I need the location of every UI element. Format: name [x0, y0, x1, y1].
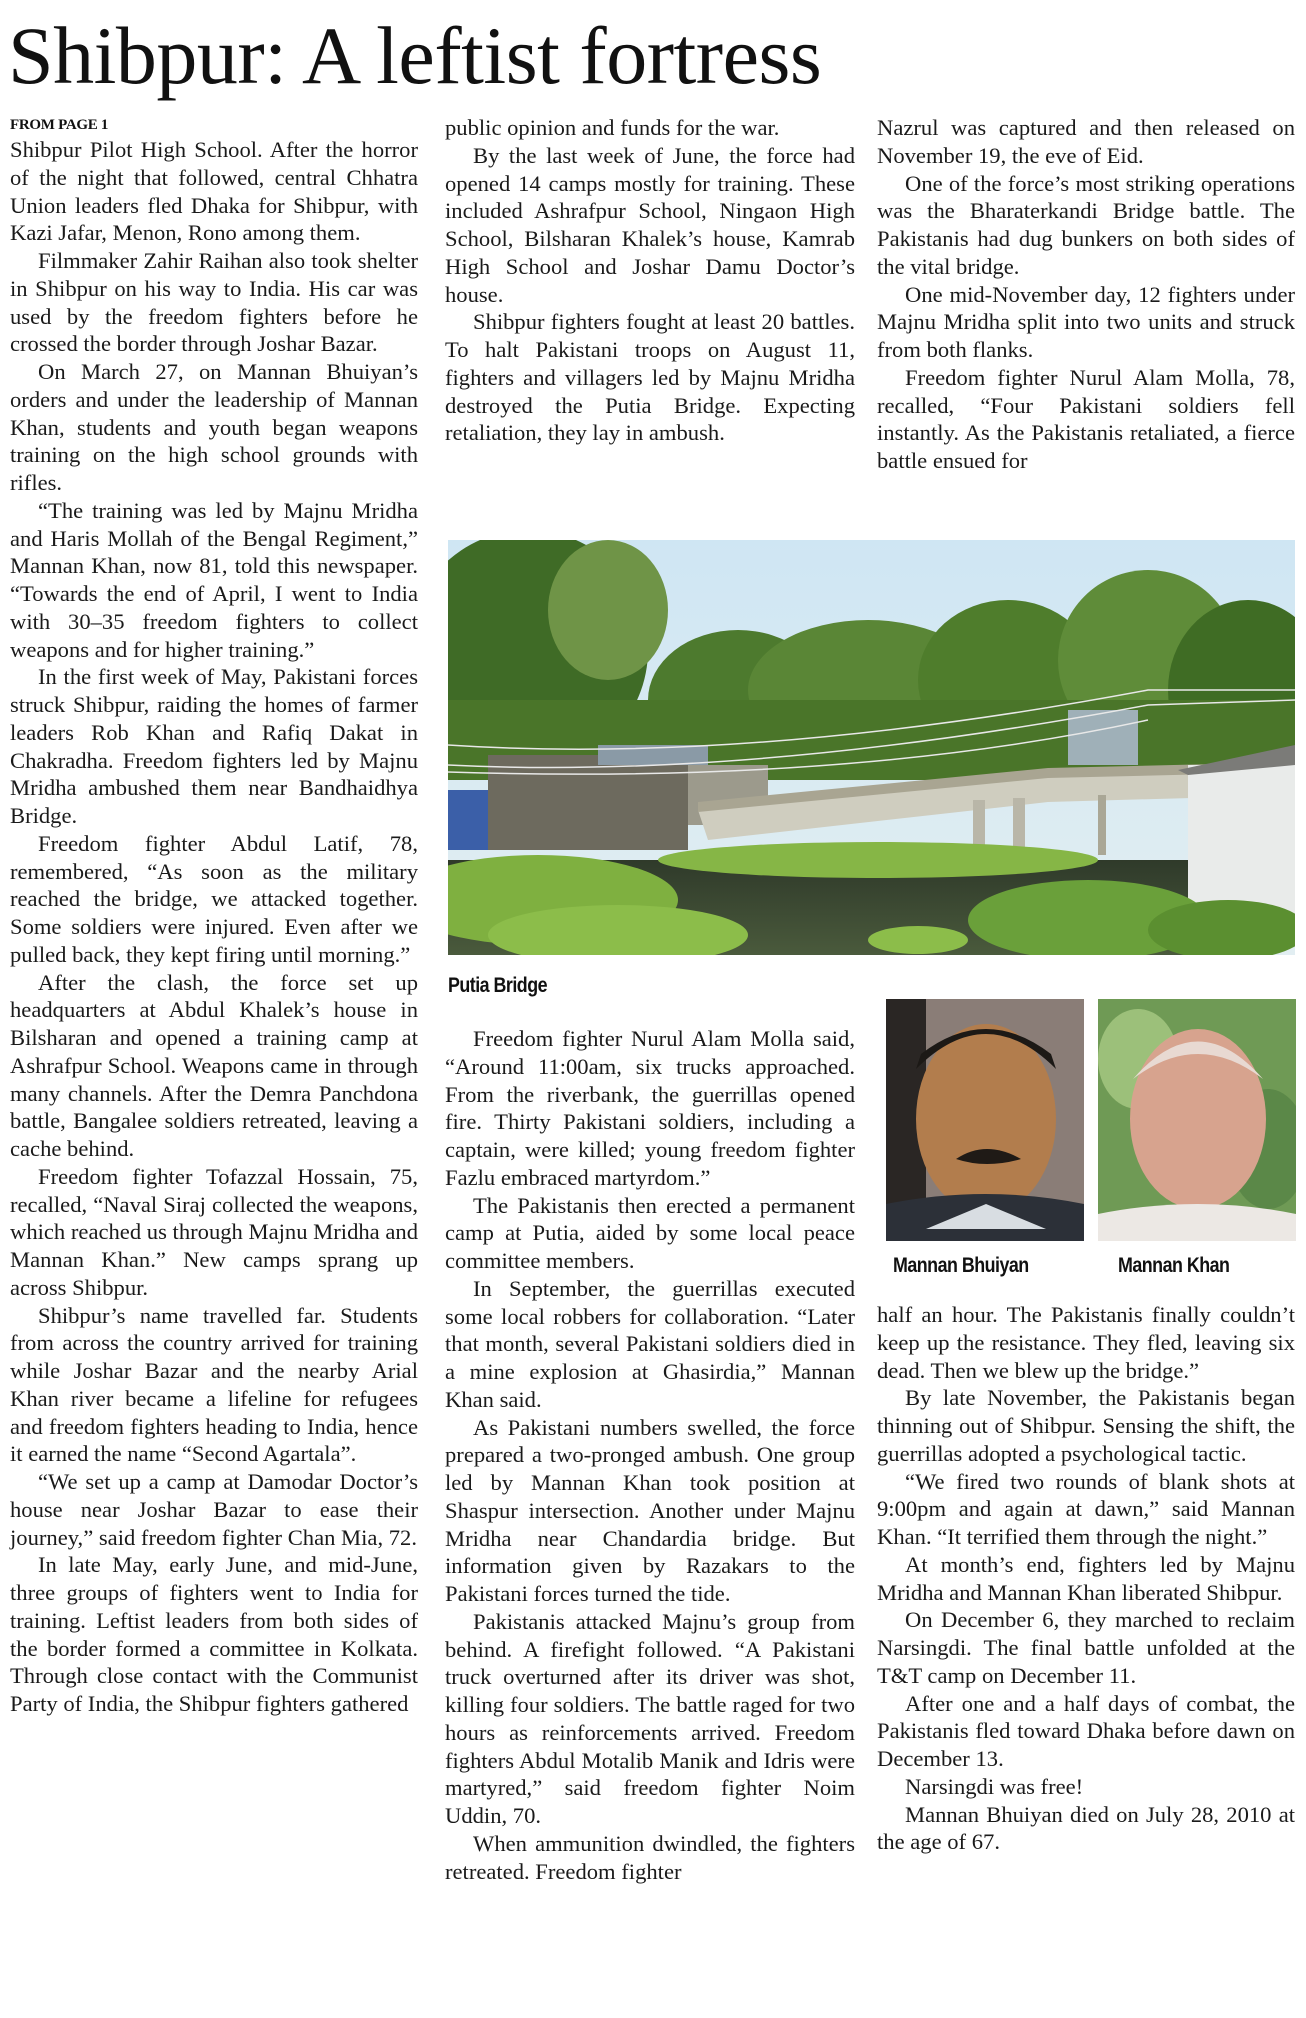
paragraph: At month’s end, fighters led by Majnu Mridha and Mannan Khan liberated Shibpur.: [877, 1551, 1295, 1605]
paragraph: Freedom fighter Abdul Latif, 78, remembered, “As soon as the military reached the bridge, we attacked together. Some soldiers were injured. Even after we pulled back, they kept firing until morning.”: [10, 830, 418, 967]
paragraph: Freedom fighter Tofazzal Hossain, 75, recalled, “Naval Siraj collected the weapons, which reached us through Majnu Mridha and Mannan Khan.” New camps sprang up across Shibpur.: [10, 1163, 418, 1300]
paragraph: The Pakistanis then erected a permanent camp at Putia, aided by some local peace committee members.: [445, 1192, 855, 1273]
photo-caption: Putia Bridge: [448, 974, 548, 997]
paragraph: Filmmaker Zahir Raihan also took shelter in Shibpur on his way to India. His car was used by the freedom fighters before he crossed the border through Joshar Bazar.: [10, 248, 418, 357]
paragraph: Narsingdi was free!: [905, 1773, 1084, 1799]
paragraph: One of the force’s most striking operations was the Bharaterkandi Bridge battle. The Pakistanis had dug bunkers on both sides of the vital bridge.: [877, 170, 1295, 279]
paragraph: On March 27, on Mannan Bhuiyan’s orders and under the leadership of Mannan Khan, students and youth began weapons training on the high school grounds with rifles.: [10, 359, 418, 495]
paragraph: “We fired two rounds of blank shots at 9:00pm and again at dawn,” said Mannan Khan. “It terrified them through the night.”: [877, 1468, 1295, 1549]
portrait-caption: Mannan Bhuiyan: [893, 1254, 1029, 1277]
headline: Shibpur: A leftist fortress: [8, 10, 822, 101]
paragraph: Shibpur Pilot High School. After the horror of the night that followed, central Chhatra Union leaders fled Dhaka for Shibpur, with Kazi Jafar, Menon, Rono among them.: [10, 137, 418, 246]
paragraph: When ammunition dwindled, the fighters retreated. Freedom fighter: [445, 1830, 855, 1884]
article-column-2-bottom: [445, 1025, 855, 1885]
paragraph: Pakistanis attacked Majnu’s group from behind. A firefight followed. “A Pakistani truck overturned after its driver was shot, killing four soldiers. The battle raged for two hours as reinforcements arrived. Freedom fighters Abdul Motalib Manik and Idris were martyred,” said freedom fighter Noim Uddin, 70.: [445, 1608, 855, 1828]
article-column-1: [10, 116, 418, 1718]
portrait-caption: Mannan Khan: [1118, 1254, 1230, 1277]
paragraph: Nazrul was captured and then released on November 19, the eve of Eid.: [877, 115, 1295, 168]
paragraph: As Pakistani numbers swelled, the force prepared a two-pronged ambush. One group led by Mannan Khan took position at Shaspur intersection. Another under Majnu Mridha near Chandardia bridge. But information given by Razakars to the Pakistani forces turned the tide.: [445, 1414, 855, 1606]
portrait-image: [886, 999, 1084, 1241]
paragraph: On December 6, they marched to reclaim Narsingdi. The final battle unfolded at the T&T camp on December 11.: [877, 1607, 1295, 1688]
paragraph: After the clash, the force set up headquarters at Abdul Khalek’s house in Bilsharan and opened a training camp at Ashrafpur School. Weapons came in through many channels. After the Demra Panchdona battle, Bangalee soldiers retreated, leaving a cache behind.: [10, 969, 418, 1161]
paragraph: “The training was led by Majnu Mridha and Haris Mollah of the Bengal Regiment,” Mannan Khan, now 81, told this newspaper. “Towards the end of April, I went to India with 30–35 freedom fighters to collect weapons and for higher training.”: [10, 497, 418, 662]
paragraph: “We set up a camp at Damodar Doctor’s house near Joshar Bazar to ease their journey,” said freedom fighter Chan Mia, 72.: [10, 1469, 418, 1550]
paragraph: Shibpur’s name travelled far. Students from across the country arrived for training while Joshar Bazar and the nearby Arial Khan river became a lifeline for refugees and freedom fighters heading to India, hence it earned the name “Second Agartala”.: [10, 1302, 418, 1467]
paragraph: After one and a half days of combat, the Pakistanis fled toward Dhaka before dawn on December 13.: [877, 1690, 1295, 1771]
paragraph: One mid-November day, 12 fighters under Majnu Mridha split into two units and struck from both flanks.: [877, 281, 1295, 362]
paragraph: Freedom fighter Nurul Alam Molla said, “Around 11:00am, six trucks approached. From the riverbank, the guerrillas opened fire. Thirty Pakistani soldiers, including a captain, were killed; young freedom fighter Fazlu embraced martyrdom.”: [445, 1026, 855, 1190]
article-column-2-top: [445, 114, 855, 447]
paragraph: In the first week of May, Pakistani forces struck Shibpur, raiding the homes of farmer leaders Rob Khan and Rafiq Dakat in Chakradha. Freedom fighters led by Majnu Mridha ambushed them near Bandhaidhya Bridge.: [10, 664, 418, 828]
jump-kicker: FROM PAGE 1: [10, 117, 109, 133]
paragraph: Shibpur fighters fought at least 20 battles. To halt Pakistani troops on August 11, fighters and villagers led by Majnu Mridha destroyed the Putia Bridge. Expecting retaliation, they lay in ambush.: [445, 309, 855, 446]
paragraph: public opinion and funds for the war.: [445, 115, 780, 140]
bridge-river-image: [448, 540, 1295, 955]
paragraph: In September, the guerrillas executed some local robbers for collaboration. “Later that month, several Pakistani soldiers died in a mine explosion at Ghasirdia,” Mannan Khan said.: [445, 1275, 855, 1412]
portrait-image: [1098, 999, 1296, 1241]
article-column-3-bottom: [877, 1301, 1295, 1856]
portrait-mannan-khan: [1098, 999, 1296, 1241]
paragraph: half an hour. The Pakistanis finally couldn’t keep up the resistance. They fled, leaving six dead. Then we blew up the bridge.”: [877, 1302, 1295, 1383]
portrait-mannan-bhuiyan: [886, 999, 1084, 1241]
paragraph: By the last week of June, the force had opened 14 camps mostly for training. These included Ashrafpur School, Ningaon High School, Bilsharan Khalek’s house, Kamrab High School and Joshar Damu Doctor’s house.: [445, 142, 855, 307]
bridge-building: [1068, 710, 1138, 765]
paragraph: Freedom fighter Nurul Alam Molla, 78, recalled, “Four Pakistani soldiers fell instantly. As the Pakistanis retaliated, a fierce battle ensued for: [877, 364, 1295, 473]
article-column-3-top: [877, 114, 1295, 475]
putia-bridge-photo: [448, 540, 1295, 955]
paragraph: In late May, early June, and mid-June, three groups of fighters went to India for training. Leftist leaders from both sides of the border formed a committee in Kolkata. Through close contact with the Communist Party of India, the Shibpur fighters gathered: [10, 1552, 418, 1716]
paragraph: By late November, the Pakistanis began thinning out of Shibpur. Sensing the shift, the guerrillas adopted a psychological tactic.: [877, 1385, 1295, 1466]
paragraph: Mannan Bhuiyan died on July 28, 2010 at the age of 67.: [877, 1801, 1295, 1855]
